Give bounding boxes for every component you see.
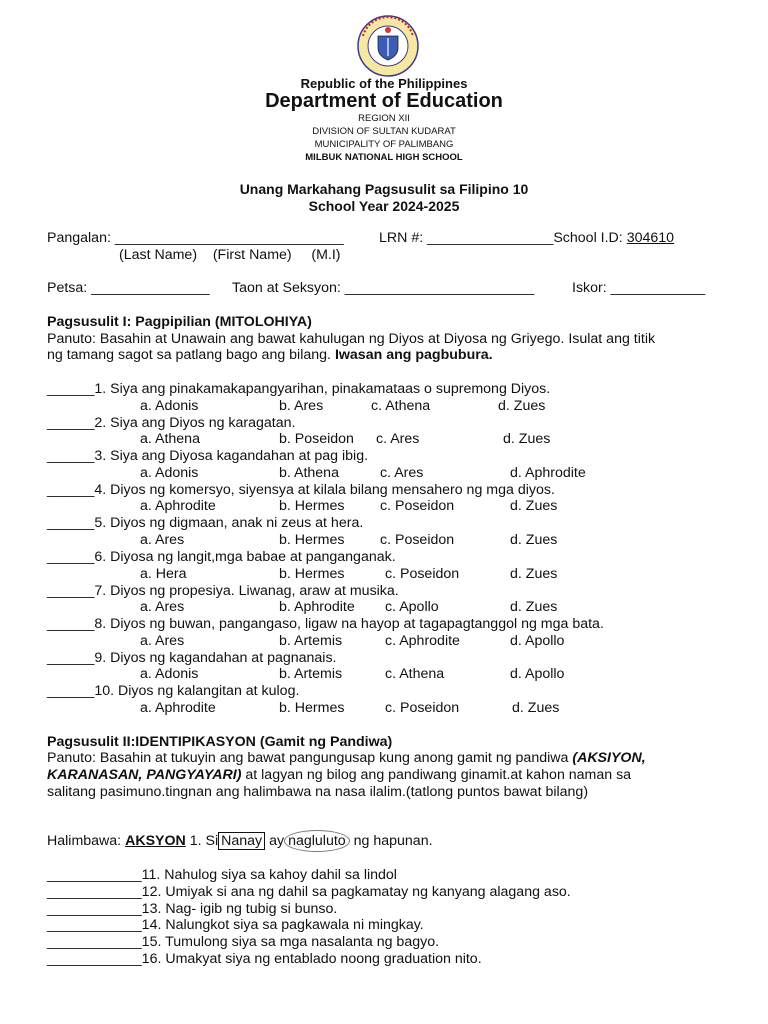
question-item: ______2. Siya ang Diyos ng karagatan.: [47, 414, 296, 431]
question-item: ______4. Diyos ng komersyo, siyensya at kilala bilang mensahero ng mga diyos.: [47, 481, 555, 498]
choice-d: d. Apollo: [510, 632, 565, 649]
example-mid: ay: [269, 833, 285, 849]
identification-item: ____________11. Nahulog siya sa kahoy dahil sa lindol: [47, 867, 397, 883]
part2-instr1-text: Panuto: Basahin at tukuyin ang bawat pangungusap kung anong gamit ng pandiwa: [47, 750, 569, 766]
region-line: REGION XII: [358, 113, 410, 124]
question-item: ______7. Diyos ng propesiya. Liwanag, araw at musika.: [47, 582, 399, 599]
choice-a: a. Ares: [140, 599, 185, 616]
part2-instructions-line3: salitang pasimuno.tingnan ang halimbawa na nasa ilalim.(tatlong puntos bawat bilang): [47, 784, 589, 800]
example-line: [47, 833, 433, 849]
choice-b: b. Artemis: [279, 666, 343, 683]
division-line: DIVISION OF SULTAN KUDARAT: [312, 126, 456, 137]
exam-title: Unang Markahang Pagsusulit sa Filipino 10: [239, 181, 529, 197]
choice-d: d. Zues: [503, 431, 551, 448]
choice-c: c. Apollo: [385, 599, 439, 616]
choice-b: b. Ares: [279, 397, 324, 414]
identification-item: ____________16. Umakyat siya ng entablado noong graduation nito.: [47, 951, 482, 967]
identification-item: ____________12. Umiyak si ana ng dahil sa pagkamatay ng kanyang alagang aso.: [47, 883, 571, 900]
choice-c: c. Athena: [371, 397, 431, 414]
school-year: School Year 2024-2025: [308, 198, 460, 214]
choice-b: b. Hermes: [279, 565, 345, 582]
part1-instructions-bold: Iwasan ang pagbubura.: [334, 347, 493, 363]
question-item: ______3. Siya ang Diyosa kagandahan at pag ibig.: [47, 448, 369, 465]
choice-b: b. Aphrodite: [279, 599, 355, 616]
choice-a: a. Ares: [140, 632, 185, 649]
question-item: ______8. Diyos ng buwan, pangangaso, ligaw na hayop at tagapagtanggol ng mga bata.: [47, 616, 604, 633]
choice-c: c. Poseidon: [385, 699, 460, 716]
choice-a: a. Adonis: [140, 397, 199, 414]
choice-d: d. Zues: [512, 699, 560, 716]
part2-instr2-text: at lagyan ng bilog ang pandiwang ginamit.at kahon naman sa: [245, 767, 632, 783]
part2-instructions-line1: [47, 750, 646, 766]
date-field: Petsa: _______________: [47, 280, 210, 296]
part2-instructions-line2: [47, 767, 631, 783]
identification-item: ____________13. Nag- igib ng tubig si bunso.: [47, 900, 338, 917]
part1-instructions-line1: Panuto: Basahin at Unawain ang bawat kahulugan ng Diyos at Diyosa ng Griyego. Isulat ang titik: [47, 331, 656, 347]
example-number: 1. Si: [189, 833, 219, 849]
choice-a: a. Hera: [140, 565, 187, 582]
example-label: Halimbawa:: [47, 833, 122, 849]
section-field: Taon at Seksyon: ________________________: [232, 280, 535, 296]
question-item: ______9. Diyos ng kagandahan at pagnanais.: [47, 649, 337, 666]
choice-d: d. Aphrodite: [510, 464, 586, 481]
part2-instr1-bold: (AKSIYON,: [572, 750, 646, 766]
question-item: ______5. Diyos ng digmaan, anak ni zeus at hera.: [47, 515, 364, 532]
part2-heading: Pagsusulit II:IDENTIPIKASYON (Gamit ng Pandiwa): [47, 734, 393, 750]
question-item: ______10. Diyos ng kalangitan at kulog.: [47, 683, 300, 700]
choice-d: d. Zues: [510, 498, 558, 515]
choice-d: d. Apollo: [510, 666, 565, 683]
choice-b: b. Hermes: [279, 498, 345, 515]
name-sublabels: (Last Name) (First Name) (M.I): [119, 247, 341, 263]
choice-c: c. Poseidon: [380, 498, 455, 515]
example-answer: AKSYON: [125, 833, 186, 849]
part1-instructions-text: ng tamang sagot sa patlang bago ang bilang.: [47, 347, 331, 363]
choice-d: d. Zues: [510, 565, 558, 582]
example-end: ng hapunan.: [353, 833, 433, 849]
choice-d: d. Zues: [498, 397, 546, 414]
choice-b: b. Hermes: [279, 699, 345, 716]
choice-a: a. Ares: [140, 531, 185, 548]
republic-line: Republic of the Philippines: [300, 76, 468, 91]
score-field: Iskor: ____________: [572, 280, 706, 296]
choice-b: b. Poseidon: [279, 431, 354, 448]
department-title: Department of Education: [265, 90, 503, 112]
example-subject-box: Nanay: [218, 832, 265, 850]
choice-a: a. Aphrodite: [140, 498, 216, 515]
lrn-label: LRN #: ________________School I.D:: [379, 230, 623, 246]
choice-c: c. Poseidon: [385, 565, 460, 582]
choice-a: a. Adonis: [140, 464, 199, 481]
choice-c: c. Poseidon: [380, 531, 455, 548]
name-field-label: Pangalan: _____________________________: [47, 230, 344, 246]
choice-a: a. Adonis: [140, 666, 199, 683]
school-id-value: 304610: [626, 230, 675, 246]
lrn-school-id-line: [379, 230, 674, 246]
part1-heading: Pagsusulit I: Pagpipilian (MITOLOHIYA): [47, 314, 312, 330]
choice-a: a. Athena: [140, 431, 200, 448]
question-item: ______6. Diyosa ng langit,mga babae at panganganak.: [47, 549, 396, 565]
example-verb-oval: nagluluto: [284, 830, 350, 852]
school-line: MILBUK NATIONAL HIGH SCHOOL: [305, 152, 463, 163]
part1-instructions-line2: [47, 347, 493, 363]
choice-c: c. Ares: [380, 464, 424, 481]
choice-c: c. Ares: [376, 431, 420, 448]
choice-b: b. Artemis: [279, 632, 343, 649]
choice-c: c. Aphrodite: [385, 632, 460, 649]
choice-b: b. Hermes: [279, 531, 345, 548]
choice-d: d. Zues: [510, 531, 558, 548]
identification-item: ____________14. Nalungkot siya sa pagkawala ni mingkay.: [47, 917, 424, 934]
identification-item: ____________15. Tumulong siya sa mga nasalanta ng bagyo.: [47, 934, 440, 951]
choice-b: b. Athena: [279, 464, 339, 481]
deped-seal-logo: [351, 14, 425, 78]
municipality-line: MUNICIPALITY OF PALIMBANG: [314, 139, 454, 150]
choice-c: c. Athena: [385, 666, 445, 683]
choice-d: d. Zues: [510, 599, 558, 616]
part2-instr2-bold: KARANASAN, PANGYAYARI): [47, 767, 242, 783]
question-item: ______1. Siya ang pinakamakapangyarihan, pinakamataas o supremong Diyos.: [47, 381, 551, 397]
choice-a: a. Aphrodite: [140, 699, 216, 716]
